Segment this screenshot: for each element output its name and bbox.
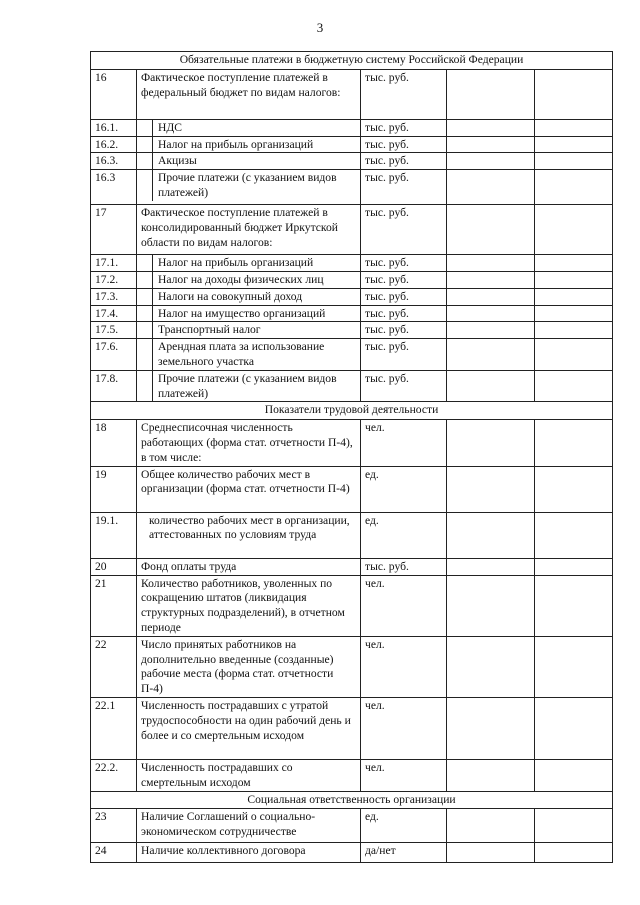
table-row: [91, 255, 613, 272]
table-row: [91, 370, 613, 402]
table-row: [91, 305, 613, 322]
indicator-name-text: Арендная плата за использование земельного участка: [158, 340, 325, 368]
unit-cell: тыс. руб.: [361, 271, 447, 288]
indicator-name: количество рабочих мест в организации, аттестованных по условиям труда: [137, 512, 361, 558]
value-cell: [447, 322, 535, 339]
value-cell: [447, 339, 535, 371]
indent-cell: [137, 137, 153, 153]
indicator-name: Численность пострадавших с утратой трудоспособности на один рабочий день и более и со смертельным исходом: [137, 697, 361, 759]
value-cell: [535, 271, 613, 288]
unit-cell: тыс. руб.: [361, 558, 447, 575]
table-row: [91, 170, 613, 205]
unit-cell: чел.: [361, 759, 447, 791]
indicator-name: [137, 370, 361, 402]
value-cell: [447, 466, 535, 512]
row-number: 22: [91, 636, 137, 697]
table-row: [91, 809, 613, 843]
value-cell: [535, 466, 613, 512]
value-cell: [535, 636, 613, 697]
value-cell: [535, 305, 613, 322]
indent-cell: [137, 272, 153, 288]
row-number: 18: [91, 420, 137, 466]
value-cell: [447, 69, 535, 119]
table-row: [91, 558, 613, 575]
unit-cell: тыс. руб.: [361, 322, 447, 339]
row-number: 16.2.: [91, 136, 137, 153]
value-cell: [535, 170, 613, 205]
unit-cell: тыс. руб.: [361, 205, 447, 255]
unit-cell: чел.: [361, 420, 447, 466]
indicator-name-text: Налог на доходы физических лиц: [158, 272, 324, 286]
value-cell: [447, 809, 535, 843]
value-cell: [535, 420, 613, 466]
indicator-name: Число принятых работников на дополнительно введенные (созданные) рабочие места (форма стат. отчетности П-4): [137, 636, 361, 697]
indicator-name: [137, 153, 361, 170]
value-cell: [535, 843, 613, 863]
table-row: [91, 288, 613, 305]
table-row: [91, 205, 613, 255]
indicator-name: [137, 322, 361, 339]
indent-cell: [137, 153, 153, 169]
indicators-table: [90, 51, 613, 863]
table-row: [91, 575, 613, 636]
indicator-name: Численность пострадавших со смертельным исходом: [137, 759, 361, 791]
value-cell: [535, 136, 613, 153]
row-number: 17.5.: [91, 322, 137, 339]
row-number: 20: [91, 558, 137, 575]
value-cell: [535, 759, 613, 791]
value-cell: [447, 697, 535, 759]
value-cell: [447, 136, 535, 153]
unit-cell: ед.: [361, 809, 447, 843]
value-cell: [535, 322, 613, 339]
unit-cell: ед.: [361, 512, 447, 558]
indicator-name: Фактическое поступление платежей в консолидированный бюджет Иркутской области по видам налогов:: [137, 205, 361, 255]
indicator-name-text: НДС: [158, 120, 183, 134]
table-row: [91, 69, 613, 119]
table-row: [91, 697, 613, 759]
value-cell: [535, 153, 613, 170]
value-cell: [447, 558, 535, 575]
indicator-name: [137, 136, 361, 153]
indicator-name: Среднесписочная численность работающих (форма стат. отчетности П-4), в том числе:: [137, 420, 361, 466]
indicator-name-text: Акцизы: [158, 154, 197, 168]
value-cell: [447, 370, 535, 402]
unit-cell: тыс. руб.: [361, 119, 447, 136]
unit-cell: ед.: [361, 466, 447, 512]
row-number: 23: [91, 809, 137, 843]
row-number: 19.1.: [91, 512, 137, 558]
indent-cell: [137, 306, 153, 322]
indicator-name: [137, 305, 361, 322]
value-cell: [535, 697, 613, 759]
indicator-name: [137, 271, 361, 288]
unit-cell: тыс. руб.: [361, 170, 447, 205]
value-cell: [447, 843, 535, 863]
unit-cell: тыс. руб.: [361, 255, 447, 272]
table-row: [91, 759, 613, 791]
value-cell: [535, 288, 613, 305]
indent-cell: [137, 339, 153, 370]
unit-cell: тыс. руб.: [361, 305, 447, 322]
indent-cell: [137, 170, 153, 201]
row-number: 17.1.: [91, 255, 137, 272]
table-row: [91, 322, 613, 339]
indent-cell: [137, 289, 153, 305]
table-row: [91, 843, 613, 863]
indicator-name: Наличие Соглашений о социально-экономическом сотрудничестве: [137, 809, 361, 843]
value-cell: [535, 205, 613, 255]
value-cell: [447, 170, 535, 205]
row-number: 17.3.: [91, 288, 137, 305]
table-row: [91, 339, 613, 371]
section-header-row: [91, 52, 613, 70]
indicator-name: Количество работников, уволенных по сокращению штатов (ликвидация структурных подразделений), в отчетном периоде: [137, 575, 361, 636]
unit-cell: тыс. руб.: [361, 69, 447, 119]
indent-cell: [137, 120, 153, 136]
indent-cell: [137, 371, 153, 402]
row-number: 22.2.: [91, 759, 137, 791]
value-cell: [447, 512, 535, 558]
value-cell: [447, 636, 535, 697]
unit-cell: да/нет: [361, 843, 447, 863]
row-number: 16.3.: [91, 153, 137, 170]
value-cell: [447, 205, 535, 255]
value-cell: [535, 512, 613, 558]
section-title: Показатели трудовой деятельности: [91, 402, 613, 420]
indicator-name-text: Налог на прибыль организаций: [158, 256, 314, 270]
unit-cell: чел.: [361, 575, 447, 636]
indicator-name-text: Налог на имущество организаций: [158, 306, 326, 320]
row-number: 16.1.: [91, 119, 137, 136]
value-cell: [447, 288, 535, 305]
indicator-name: [137, 170, 361, 205]
value-cell: [447, 305, 535, 322]
row-number: 17: [91, 205, 137, 255]
table-row: [91, 466, 613, 512]
table-row: [91, 271, 613, 288]
section-title: Обязательные платежи в бюджетную систему Российской Федерации: [91, 52, 613, 70]
table-row: [91, 420, 613, 466]
table-row: [91, 636, 613, 697]
value-cell: [535, 119, 613, 136]
value-cell: [535, 558, 613, 575]
row-number: 22.1: [91, 697, 137, 759]
row-number: 21: [91, 575, 137, 636]
value-cell: [535, 339, 613, 371]
row-number: 16: [91, 69, 137, 119]
indent-cell: [137, 255, 153, 271]
indicator-name: [137, 119, 361, 136]
unit-cell: тыс. руб.: [361, 288, 447, 305]
unit-cell: тыс. руб.: [361, 339, 447, 371]
value-cell: [447, 575, 535, 636]
row-number: 24: [91, 843, 137, 863]
unit-cell: тыс. руб.: [361, 153, 447, 170]
value-cell: [447, 153, 535, 170]
indicator-name: Фонд оплаты труда: [137, 558, 361, 575]
value-cell: [535, 575, 613, 636]
indicator-name: Наличие коллективного договора: [137, 843, 361, 863]
unit-cell: чел.: [361, 697, 447, 759]
table-row: [91, 512, 613, 558]
row-number: 16.3: [91, 170, 137, 205]
table-row: [91, 153, 613, 170]
row-number: 17.4.: [91, 305, 137, 322]
row-number: 17.6.: [91, 339, 137, 371]
indicator-name: Фактическое поступление платежей в федеральный бюджет по видам налогов:: [137, 69, 361, 119]
table-row: [91, 119, 613, 136]
row-number: 17.2.: [91, 271, 137, 288]
section-header-row: [91, 402, 613, 420]
value-cell: [535, 255, 613, 272]
value-cell: [535, 370, 613, 402]
row-number: 19: [91, 466, 137, 512]
unit-cell: чел.: [361, 636, 447, 697]
indicator-name-text: Прочие платежи (с указанием видов платежей): [158, 171, 337, 199]
indicator-name-text: Транспортный налог: [158, 323, 261, 337]
indicator-name-text: Налоги на совокупный доход: [158, 289, 303, 303]
value-cell: [447, 255, 535, 272]
indicator-name: [137, 339, 361, 371]
indicator-name: Общее количество рабочих мест в организации (форма стат. отчетности П-4): [137, 466, 361, 512]
table-row: [91, 136, 613, 153]
indicator-name: [137, 288, 361, 305]
value-cell: [447, 119, 535, 136]
value-cell: [535, 69, 613, 119]
indicator-name-text: Прочие платежи (с указанием видов платежей): [158, 371, 337, 400]
unit-cell: тыс. руб.: [361, 370, 447, 402]
indicator-name-text: Налог на прибыль организаций: [158, 137, 314, 151]
value-cell: [447, 420, 535, 466]
indicator-name: [137, 255, 361, 272]
value-cell: [447, 759, 535, 791]
page-number: 3: [316, 20, 324, 35]
section-header-row: [91, 791, 613, 809]
row-number: 17.8.: [91, 370, 137, 402]
indent-cell: [137, 322, 153, 338]
value-cell: [535, 809, 613, 843]
section-title: Социальная ответственность организации: [91, 791, 613, 809]
value-cell: [447, 271, 535, 288]
unit-cell: тыс. руб.: [361, 136, 447, 153]
